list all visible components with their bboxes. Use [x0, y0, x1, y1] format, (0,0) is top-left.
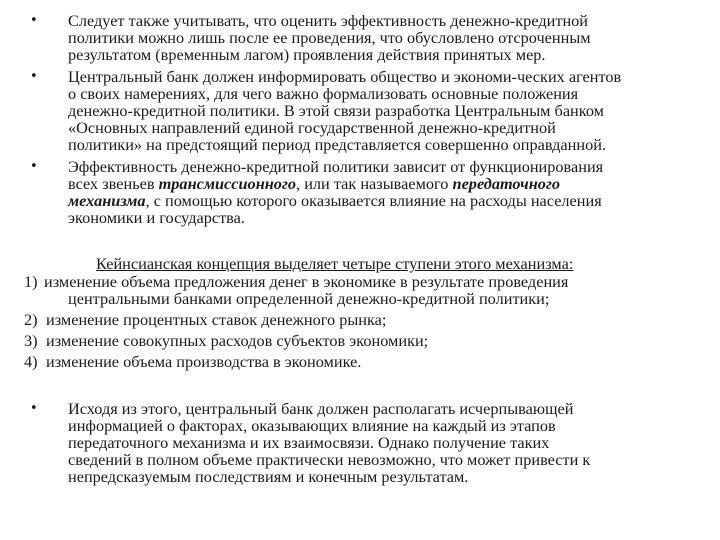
text-line: изменение совокупных расходов субъектов экономики; — [46, 331, 429, 350]
step-text — [44, 273, 704, 307]
bullet-dot-icon: • — [30, 13, 38, 28]
text-line: Центральный банк должен информировать общество и экономи-ческих агентов — [68, 67, 622, 86]
text-line: денежно-кредитной политики. В этой связи разработка Центральным банком — [68, 101, 604, 120]
text-line: изменение объема предложения денег в экономике в результате проведения — [44, 272, 569, 291]
step-text — [46, 311, 704, 328]
text-line: о своих намерениях, для чего важно формализовать основные положения — [68, 84, 579, 103]
text-line: «Основных направлений единой государственной денежно-кредитной — [68, 118, 556, 137]
text-line: изменение объема производства в экономике. — [46, 352, 362, 371]
text-segment: , с помощью которого оказывается влияние на расходы населения — [145, 191, 602, 210]
emphasis-term-transfer: передаточного — [452, 174, 561, 193]
emphasis-term-mechanism: механизма — [68, 191, 146, 210]
section-heading: Кейнсианская концепция выделяет четыре ступени этого механизма: — [96, 254, 574, 273]
text-line: центральными банками определенной денежно-кредитной политики; — [68, 289, 550, 308]
step-number: 4) — [24, 352, 38, 371]
text-line — [68, 175, 704, 192]
text-line: передаточного механизма и их взаимосвязи. Однако получение таких — [68, 433, 550, 452]
step-number: 3) — [24, 331, 38, 350]
text-line: Исходя из этого, центральный банк должен располагать исчерпывающей — [68, 399, 574, 418]
text-line: политики можно лишь после ее проведения, что обусловлено отсроченным — [68, 28, 591, 47]
text-line: политики» на предстоящий период представляется совершенно оправданной. — [68, 135, 607, 154]
bullet-dot-icon: • — [30, 401, 38, 416]
text-line: сведений в полном объеме практически невозможно, что может привести к — [68, 450, 591, 469]
text-line — [68, 158, 704, 175]
bullet-item-evaluation-lag — [24, 12, 704, 63]
text-segment: всех звеньев — [68, 174, 159, 193]
bullet-dot-icon: • — [30, 159, 38, 174]
text-line: Следует также учитывать, что оценить эффективность денежно-кредитной — [68, 11, 589, 30]
step-text — [46, 332, 704, 349]
emphasis-term-transmission: трансмиссионного — [158, 174, 297, 193]
text-segment: , или так называемого — [296, 174, 453, 193]
bullet-list-top — [24, 12, 704, 231]
text-segment: Эффективность денежно-кредитной политики зависит от функционирования — [68, 157, 604, 176]
bullet-item-central-bank-inform — [24, 68, 704, 153]
text-segment: экономики и государства. — [68, 208, 245, 227]
text-line: информацией о факторах, оказывающих влияние на каждый из этапов — [68, 416, 556, 435]
mechanism-section — [24, 255, 704, 371]
step-number: 1) — [24, 272, 38, 291]
step-text — [46, 353, 704, 370]
text-line — [68, 192, 704, 209]
bullet-dot-icon: • — [30, 69, 38, 84]
text-line: результатом (временным лагом) проявления действия принятых мер. — [68, 45, 546, 64]
numbered-step-1 — [24, 273, 704, 307]
bullet-item-transmission-mechanism — [24, 158, 704, 226]
text-line — [68, 209, 704, 226]
text-line: непредсказуемым последствиям и конечным результатам. — [68, 467, 469, 486]
bullet-list-bottom — [24, 400, 704, 490]
step-number: 2) — [24, 310, 38, 329]
numbered-step-4 — [24, 353, 704, 370]
numbered-step-3 — [24, 332, 704, 349]
bullet-item-information-requirement — [24, 400, 704, 485]
numbered-step-2 — [24, 311, 704, 328]
text-line: изменение процентных ставок денежного рынка; — [46, 310, 387, 329]
